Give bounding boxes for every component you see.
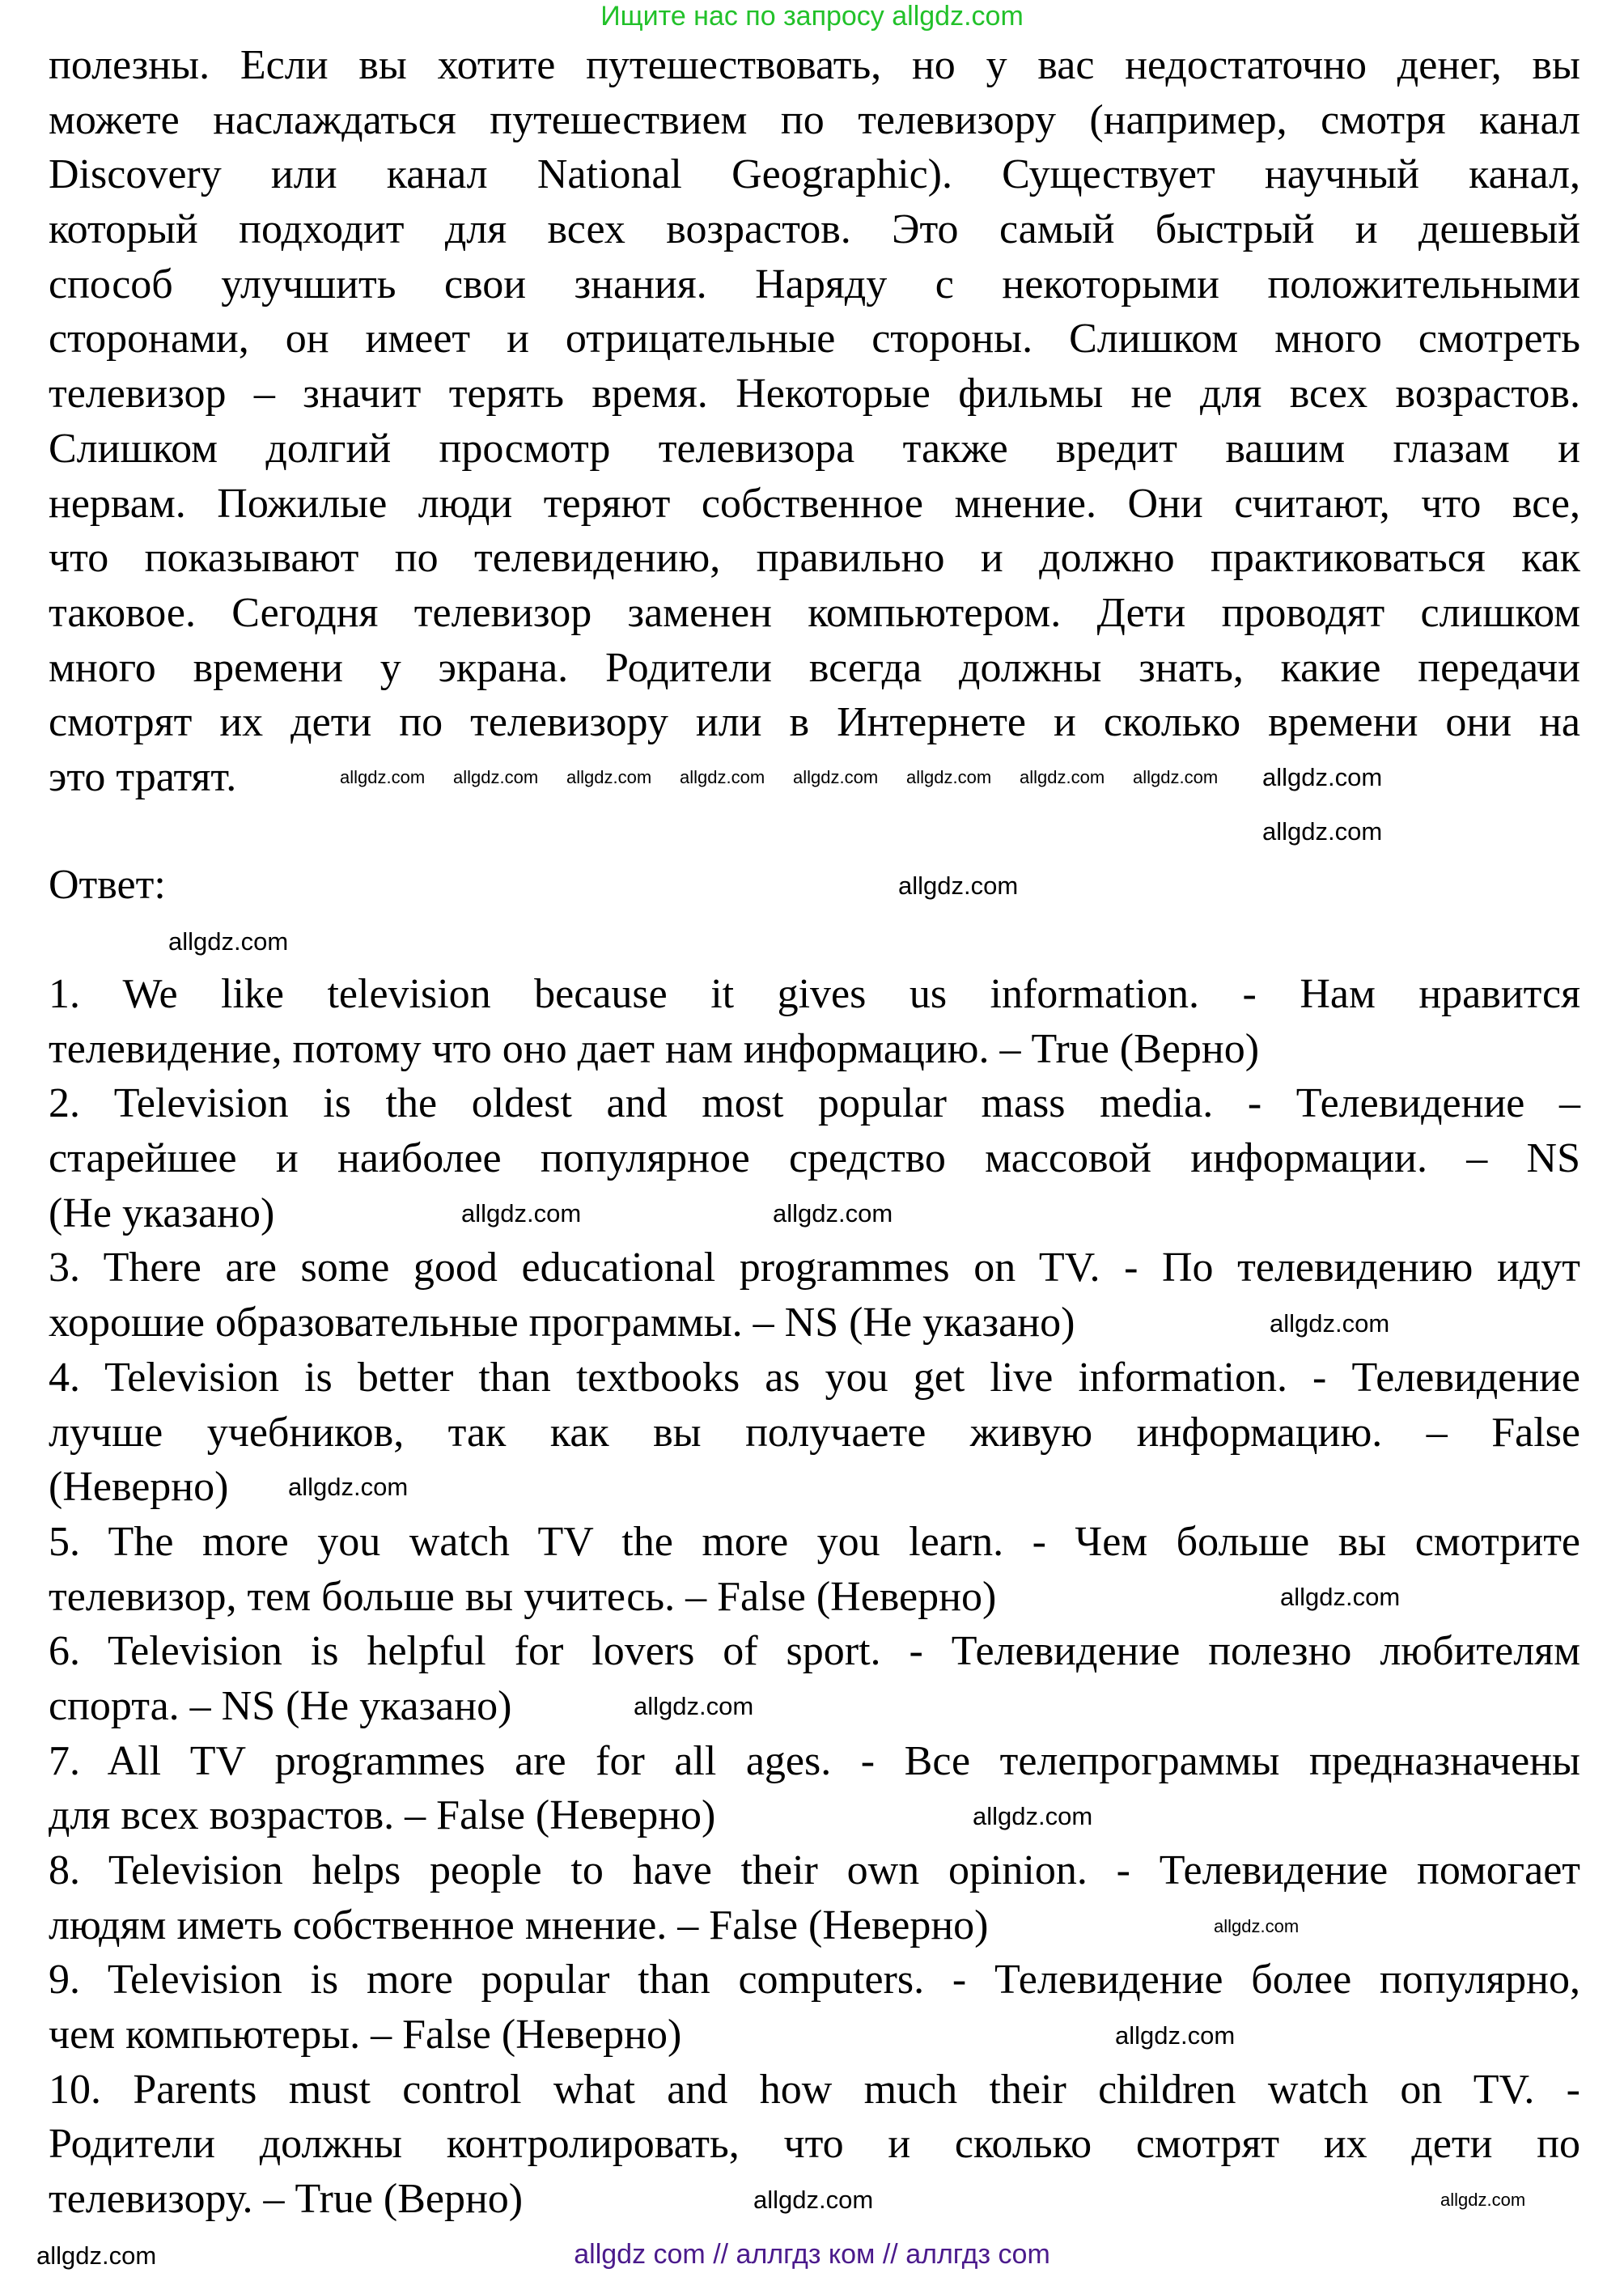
answer-line: Родители должны контролировать, что и сколько смотрят их дети по (49, 2121, 1580, 2168)
answer-line: старейшее и наиболее популярное средство массовой информации. – NS (49, 1135, 1580, 1182)
watermark: allgdz.com (773, 1199, 893, 1228)
text-line: это тратят. (49, 753, 237, 800)
watermark: allgdz.com (898, 871, 1019, 900)
watermark: allgdz.com (566, 767, 652, 787)
answer-line: людям иметь собственное мнение. – False (Неверно) (49, 1902, 989, 1948)
answer-line: телевидение, потому что оно дает нам информацию. – True (Верно) (49, 1025, 1260, 1072)
search-banner: Ищите нас по запросу allgdz.com (600, 1, 1024, 32)
watermark: allgdz.com (1280, 1583, 1401, 1611)
text-line: много времени у экрана. Родители всегда должны знать, какие передачи (49, 644, 1580, 691)
watermark: allgdz.com (753, 2186, 874, 2214)
answer-line: телевизор, тем больше вы учитесь. – False (Неверно) (49, 1573, 997, 1620)
text-line: телевизор – значит терять время. Некоторые фильмы не для всех возрастов. (49, 371, 1580, 418)
answer-line: (Не указано) (49, 1189, 275, 1236)
answer-heading-block (49, 858, 1580, 913)
watermark: allgdz.com (288, 1473, 409, 1501)
watermark: allgdz.com (793, 767, 879, 787)
text-line: что показывают по телевидению, правильно и должно практиковаться как (49, 535, 1580, 582)
answer-line: телевизору. – True (Верно) (49, 2176, 524, 2223)
answer-line: 10. Parents must control what and how much their children watch on TV. - (49, 2066, 1580, 2113)
answer-line: 2. Television is the oldest and most popular mass media. - Телевидение – (49, 1080, 1580, 1127)
watermark: allgdz.com (461, 1199, 582, 1228)
text-line: смотрят их дети по телевизору или в Интернете и сколько времени они на (49, 699, 1580, 746)
watermark: allgdz.com (973, 1802, 1093, 1830)
watermark: allgdz.com (168, 927, 289, 956)
text-line: способ улучшить свои знания. Наряду с некоторыми положительными (49, 261, 1580, 307)
text-line: полезны. Если вы хотите путешествовать, но у вас недостаточно денег, вы (49, 42, 1580, 88)
answer-line: 6. Television is helpful for lovers of sport. - Телевидение полезно любителям (49, 1628, 1580, 1675)
answer-line: 1. We like television because it gives us information. - Нам нравится (49, 971, 1580, 1017)
answer-heading: Ответ: (49, 862, 166, 908)
answer-line: хорошие образовательные программы. – NS (Не указано) (49, 1300, 1075, 1346)
watermark: allgdz.com (453, 767, 539, 787)
answer-line: 9. Television is more popular than computers. - Телевидение более популярно, (49, 1957, 1580, 2004)
watermark: allgdz.com (1440, 2190, 1526, 2210)
watermark: allgdz.com (1115, 2021, 1236, 2050)
text-passage (49, 38, 1580, 805)
footer-links: allgdz com // аллгдз ком // аллгдз com (574, 2239, 1050, 2270)
watermark: allgdz.com (1214, 1916, 1300, 1936)
watermark: allgdz.com (36, 2241, 157, 2270)
watermark: allgdz.com (1262, 817, 1383, 846)
watermark: allgdz.com (906, 767, 992, 787)
answer-line: (Неверно) (49, 1464, 229, 1511)
answer-line: чем компьютеры. – False (Неверно) (49, 2012, 682, 2059)
answer-line: лучше учебников, так как вы получаете живую информацию. – False (49, 1409, 1580, 1456)
text-line: сторонами, он имеет и отрицательные стороны. Слишком много смотреть (49, 316, 1580, 363)
watermark: allgdz.com (1270, 1309, 1390, 1338)
watermark: allgdz.com (340, 767, 426, 787)
watermark: allgdz.com (634, 1692, 754, 1720)
watermark: allgdz.com (1133, 767, 1219, 787)
watermark: allgdz.com (1020, 767, 1105, 787)
answer-line: 3. There are some good educational programmes on TV. - По телевидению идут (49, 1245, 1580, 1291)
answer-line: 5. The more you watch TV the more you learn. - Чем больше вы смотрите (49, 1518, 1580, 1565)
answer-line: спорта. – NS (Не указано) (49, 1682, 512, 1729)
answer-line: 8. Television helps people to have their own opinion. - Телевидение помогает (49, 1847, 1580, 1893)
watermark: allgdz.com (1262, 763, 1383, 791)
watermark: allgdz.com (680, 767, 765, 787)
answer-line: для всех возрастов. – False (Неверно) (49, 1792, 716, 1839)
text-line: нервам. Пожилые люди теряют собственное мнение. Они считают, что все, (49, 480, 1580, 527)
answer-line: 7. All TV programmes are for all ages. - Все телепрограммы предназначены (49, 1737, 1580, 1784)
answer-line: 4. Television is better than textbooks as you get live information. - Телевидение (49, 1354, 1580, 1401)
text-line: можете наслаждаться путешествием по телевизору (например, смотря канал (49, 96, 1580, 143)
text-line: таковое. Сегодня телевизор заменен компьютером. Дети проводят слишком (49, 589, 1580, 636)
text-line: который подходит для всех возрастов. Это самый быстрый и дешевый (49, 206, 1580, 253)
text-line: Слишком долгий просмотр телевизора также вредит вашим глазам и (49, 425, 1580, 472)
text-line: Discovery или канал National Geographic). Существует научный канал, (49, 151, 1580, 198)
